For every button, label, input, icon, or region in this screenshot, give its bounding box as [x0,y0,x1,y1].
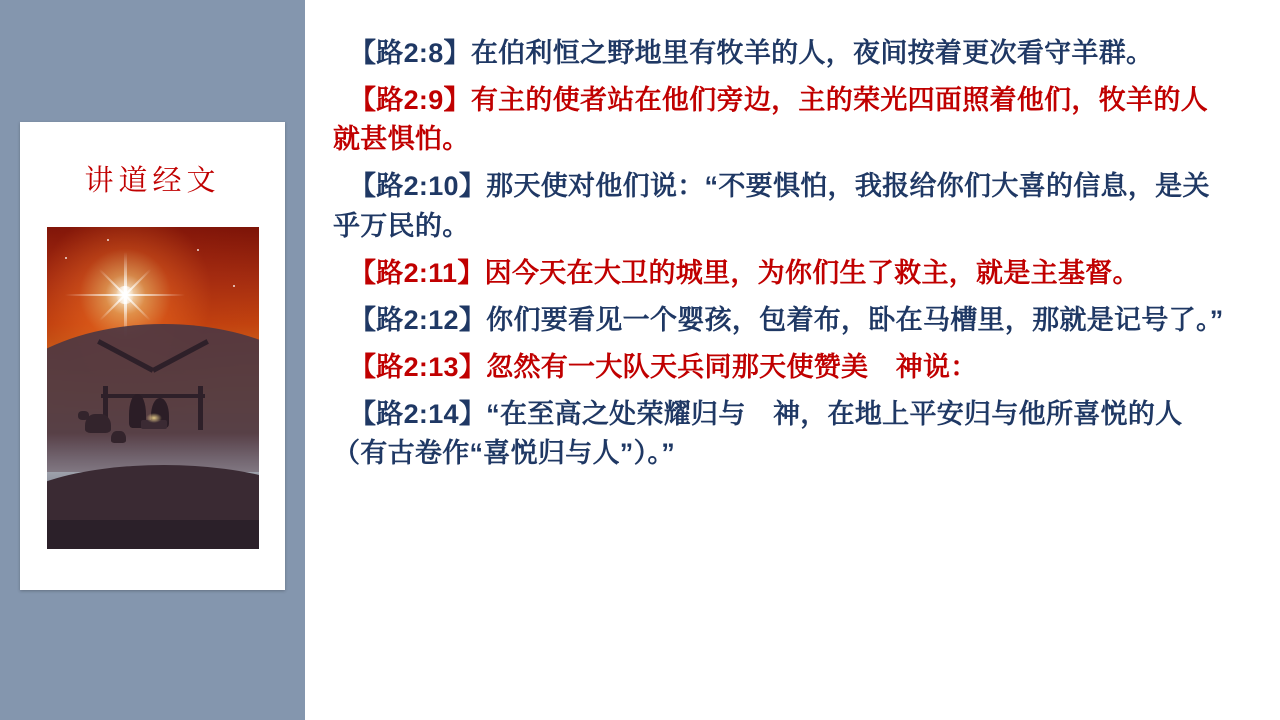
sheep-silhouette [111,431,126,443]
star-dot [197,249,199,251]
ox-silhouette [85,414,111,433]
card-title: 讲道经文 [84,165,221,197]
star-dot [233,285,235,287]
stable-silhouette [99,368,207,430]
scripture-title-card [20,122,285,590]
verse-luke-2-8: 【路2:8】在伯利恒之野地里有牧羊的人，夜间按着更次看守羊群。 [349,38,1154,68]
scripture-text-column [333,34,1233,481]
verse-luke-2-11: 【路2:11】因今天在大卫的城里，为你们生了救主，就是主基督。 [349,257,1140,288]
verse-luke-2-12: 【路2:12】你们要看见一个婴孩，包着布，卧在马槽里，那就是记号了。” [349,304,1224,335]
verse-luke-2-14: 【路2:14】“在至高之处荣耀归与 神，在地上平安归与他所喜悦的人（有古卷作“喜悦归与人”）。” [333,399,1183,469]
verse-luke-2-13: 【路2:13】忽然有一大队天兵同那天使赞美 神说： [349,351,978,382]
verse-luke-2-9: 【路2:9】有主的使者站在他们旁边，主的荣光四面照着他们，牧羊的人就甚惧怕。 [333,85,1208,155]
verse-luke-2-10: 【路2:10】那天使对他们说：“不要惧怕，我报给你们大喜的信息，是关乎万民的。 [333,171,1210,241]
star-dot [65,257,67,259]
child-glow [146,413,162,423]
ground [47,520,259,549]
star-dot [107,239,109,241]
nativity-image [47,227,259,549]
